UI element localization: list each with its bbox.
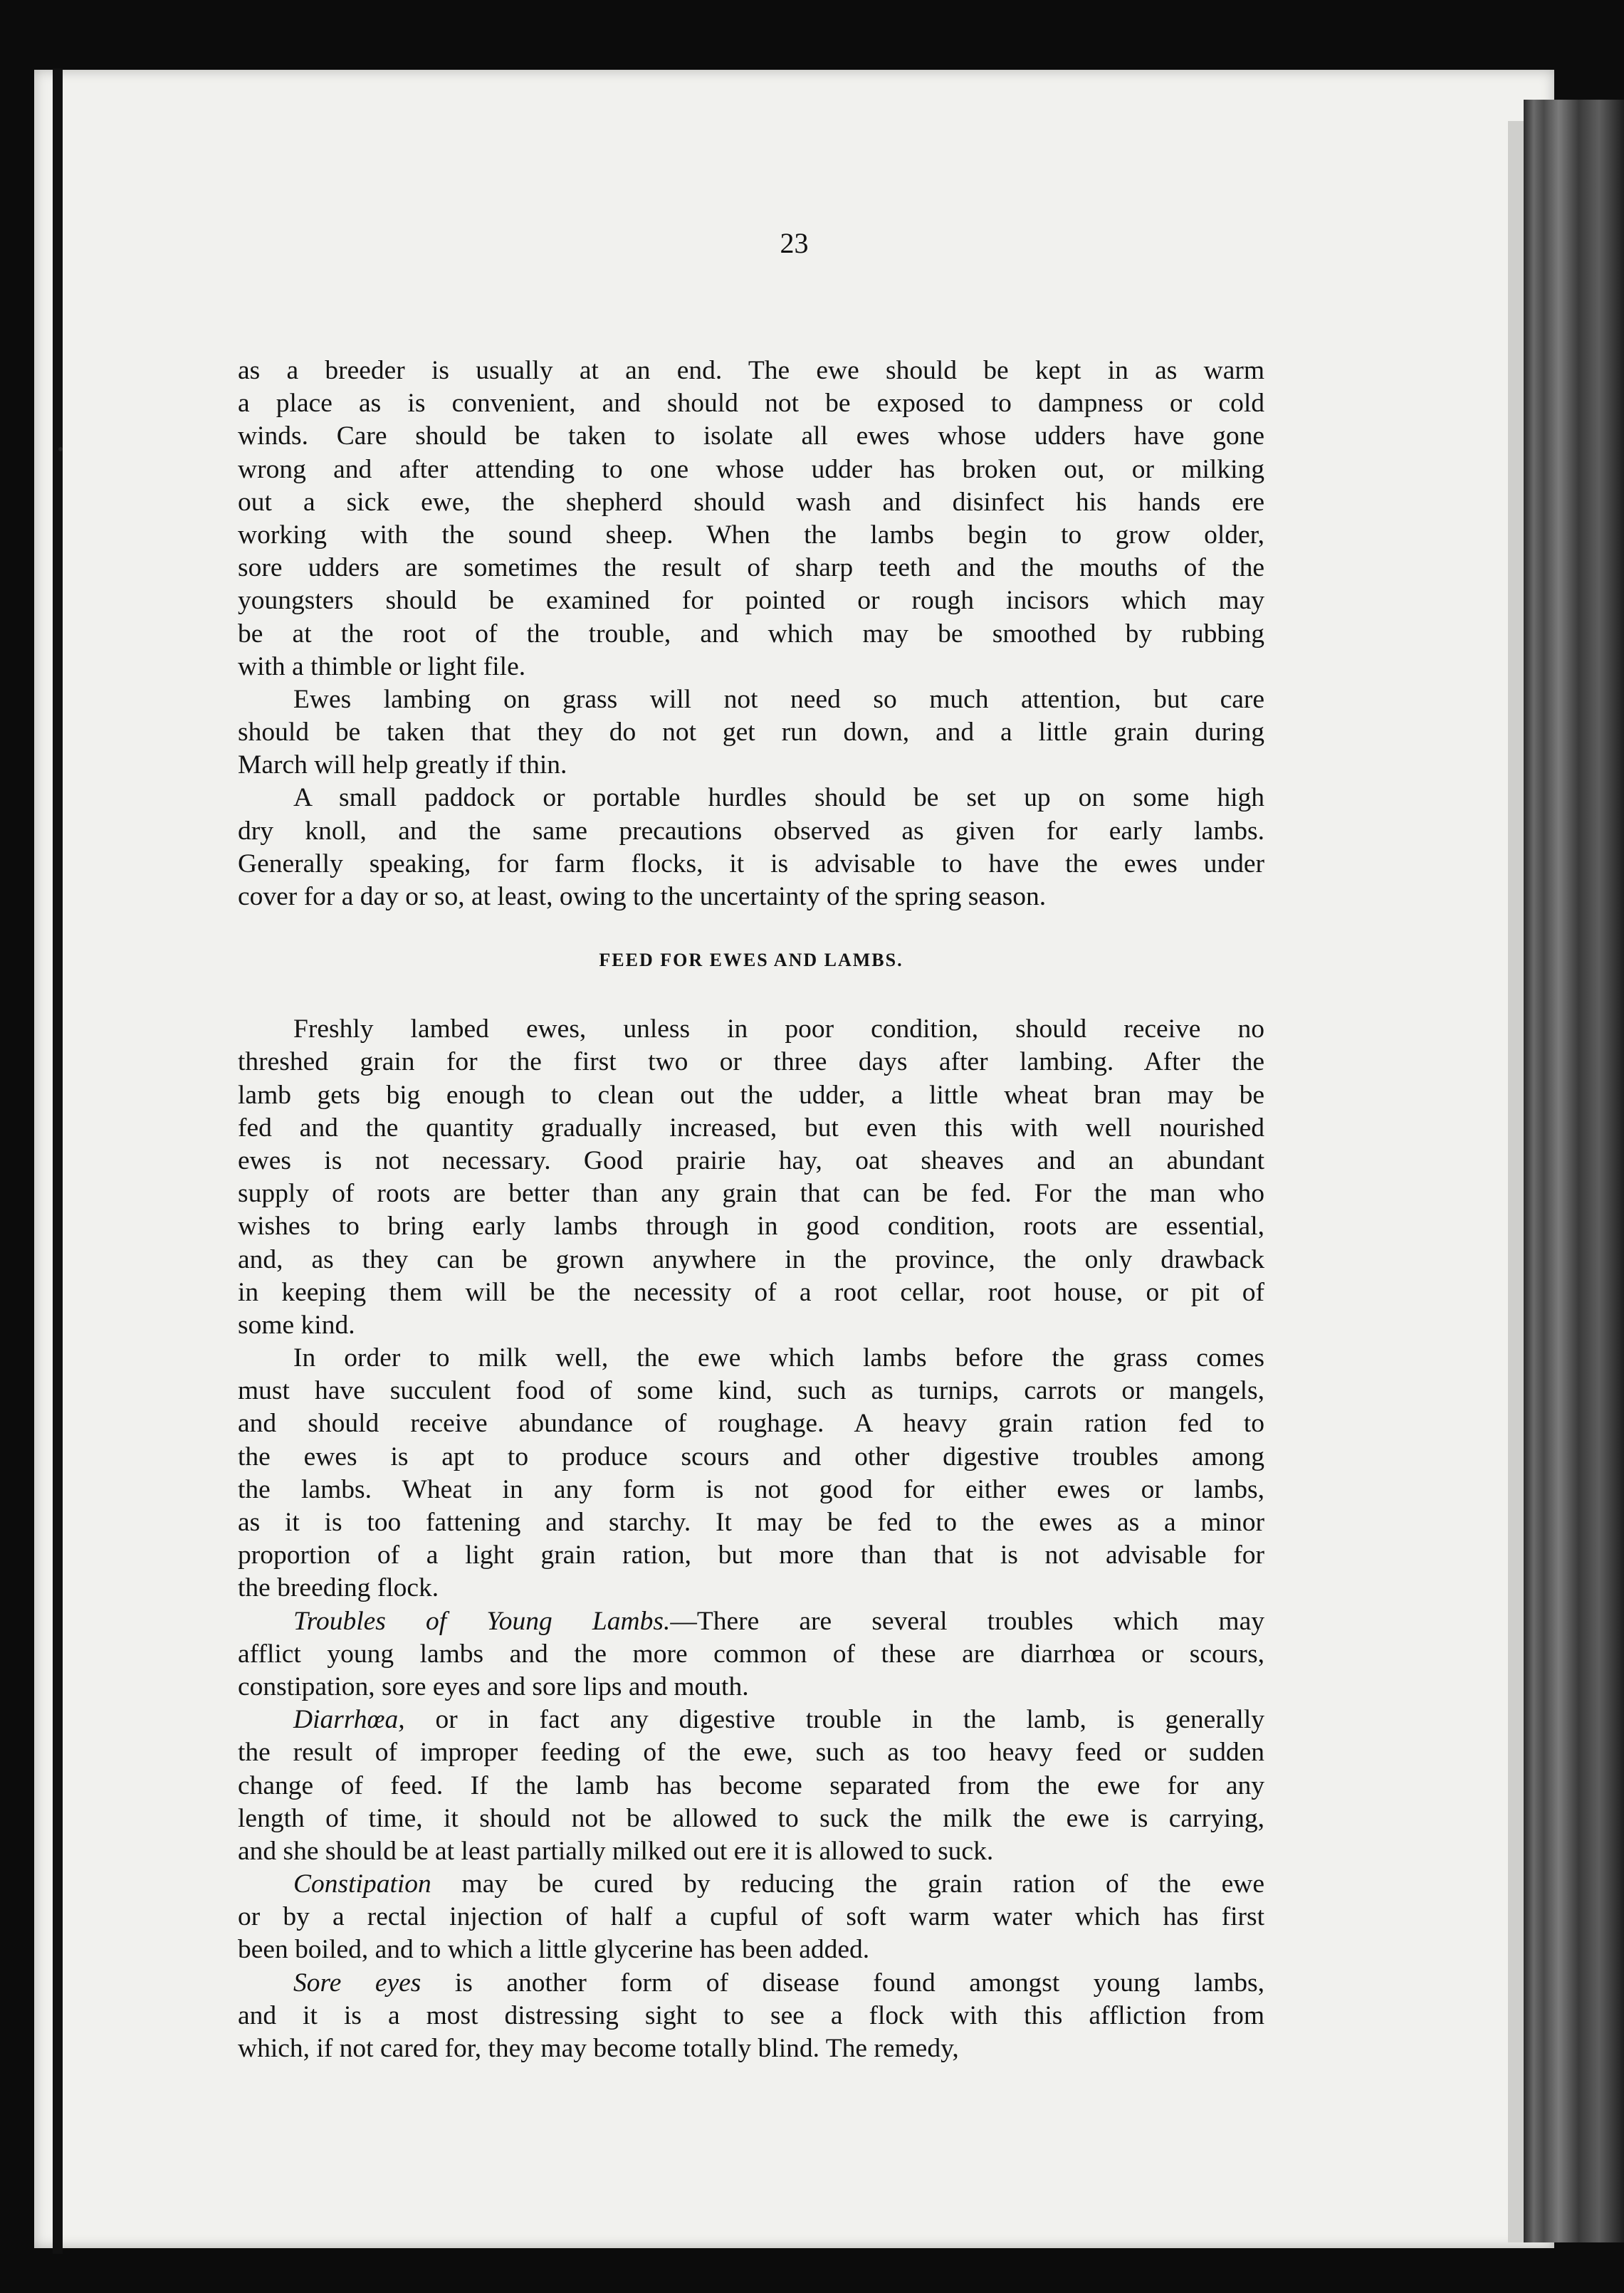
text-line: with a thimble or light file. bbox=[238, 651, 526, 681]
italic-run-in-heading: Troubles of Young Lambs. bbox=[293, 1606, 671, 1636]
text-line: should be taken that they do not get run down, and a little grain during bbox=[238, 718, 1264, 747]
text-line: Freshly lambed ewes, unless in poor condition, should receive no bbox=[293, 1014, 1264, 1044]
margin-mark bbox=[58, 447, 63, 451]
text-line: the breeding flock. bbox=[238, 1573, 439, 1603]
text-line: the lambs. Wheat in any form is not good for either ewes or lambs, bbox=[238, 1474, 1264, 1504]
text-line: afflict young lambs and the more common of these are diarrhœa or scours, bbox=[238, 1639, 1264, 1669]
text-line: dry knoll, and the same precautions observed as given for early lambs. bbox=[238, 816, 1264, 846]
body-text bbox=[238, 355, 1264, 2065]
text-line: be at the root of the trouble, and which may be smoothed by rubbing bbox=[238, 619, 1264, 649]
text-line: ewes is not necessary. Good prairie hay, oat sheaves and an abundant bbox=[238, 1145, 1264, 1175]
text-line: length of time, it should not be allowed to suck the milk the ewe is carrying, bbox=[238, 1803, 1264, 1833]
text-line: which, if not cared for, they may become totally blind. The remedy, bbox=[238, 2034, 959, 2063]
text-line: as it is too fattening and starchy. It may be fed to the ewes as a minor bbox=[238, 1508, 1264, 1537]
book-cover-edge bbox=[1524, 100, 1624, 2242]
italic-run-in-heading: Diarrhœa, bbox=[293, 1705, 405, 1735]
section-heading: FEED FOR EWES AND LAMBS. bbox=[599, 950, 903, 971]
text-line: constipation, sore eyes and sore lips and mouth. bbox=[238, 1672, 749, 1701]
text-line: in keeping them will be the necessity of a root cellar, root house, or pit of bbox=[238, 1277, 1264, 1307]
text-line bbox=[238, 1868, 1264, 1901]
text-line: out a sick ewe, the shepherd should wash and disinfect his hands ere bbox=[238, 487, 1264, 517]
text-line: youngsters should be examined for pointed or rough incisors which may bbox=[238, 586, 1264, 616]
text-line: as a breeder is usually at an end. The ewe should be kept in as warm bbox=[238, 356, 1264, 385]
text-line: must have succulent food of some kind, such as turnips, carrots or mangels, bbox=[238, 1376, 1264, 1406]
text-line: and, as they can be grown anywhere in the province, the only drawback bbox=[238, 1244, 1264, 1274]
text-line: Generally speaking, for farm flocks, it is advisable to have the ewes under bbox=[238, 849, 1264, 878]
text-line: fed and the quantity gradually increased, but even this with well nourished bbox=[238, 1113, 1264, 1143]
text-line: threshed grain for the first two or three days after lambing. After the bbox=[238, 1047, 1264, 1077]
text-line bbox=[238, 1967, 1264, 2000]
text-line: In order to milk well, the ewe which lambs before the grass comes bbox=[293, 1343, 1264, 1373]
text-line: wrong and after attending to one whose udder has broken out, or milking bbox=[238, 454, 1264, 484]
text-line: the result of improper feeding of the ewe, such as too heavy feed or sudden bbox=[238, 1738, 1264, 1768]
text-run: is another form of disease found amongst young lambs, bbox=[421, 1968, 1264, 1998]
text-line: some kind. bbox=[238, 1310, 355, 1340]
text-line: A small paddock or portable hurdles should be set up on some high bbox=[293, 783, 1264, 813]
book-page bbox=[34, 70, 1554, 2248]
text-line: lamb gets big enough to clean out the udder, a little wheat bran may be bbox=[238, 1080, 1264, 1110]
text-line: Ewes lambing on grass will not need so much attention, but care bbox=[293, 684, 1264, 714]
italic-run-in-heading: Sore eyes bbox=[293, 1968, 421, 1998]
text-line: sore udders are sometimes the result of sharp teeth and the mouths of the bbox=[238, 553, 1264, 583]
text-line bbox=[238, 1605, 1264, 1638]
text-line: and it is a most distressing sight to see a flock with this affliction from bbox=[238, 2000, 1264, 2030]
italic-run-in-heading: Constipation bbox=[293, 1869, 431, 1899]
text-line: working with the sound sheep. When the lambs begin to grow older, bbox=[238, 520, 1264, 550]
text-run: may be cured by reducing the grain ration of the ewe bbox=[431, 1869, 1264, 1899]
text-line: change of feed. If the lamb has become separated from the ewe for any bbox=[238, 1770, 1264, 1800]
text-line: March will help greatly if thin. bbox=[238, 750, 567, 780]
page-number: 23 bbox=[780, 227, 809, 259]
text-line: supply of roots are better than any grain that can be fed. For the man who bbox=[238, 1179, 1264, 1209]
text-line: or by a rectal injection of half a cupful of soft warm water which has first bbox=[238, 1902, 1264, 1932]
text-line: the ewes is apt to produce scours and other digestive troubles among bbox=[238, 1442, 1264, 1471]
text-line: cover for a day or so, at least, owing to the uncertainty of the spring season. bbox=[238, 882, 1047, 911]
page-binding-edge bbox=[53, 68, 63, 2254]
text-line: a place as is convenient, and should not be exposed to dampness or cold bbox=[238, 389, 1264, 419]
text-line: been boiled, and to which a little glycerine has been added. bbox=[238, 1935, 870, 1965]
text-line: wishes to bring early lambs through in good condition, roots are essential, bbox=[238, 1212, 1264, 1242]
text-run: —There are several troubles which may bbox=[670, 1606, 1264, 1636]
text-line: and she should be at least partially milked out ere it is allowed to suck. bbox=[238, 1836, 994, 1866]
text-run: or in fact any digestive trouble in the lamb, is generally bbox=[404, 1705, 1264, 1735]
text-line bbox=[238, 1704, 1264, 1736]
text-line: winds. Care should be taken to isolate all ewes whose udders have gone bbox=[238, 421, 1264, 451]
text-line: proportion of a light grain ration, but more than that is not advisable for bbox=[238, 1541, 1264, 1570]
text-line: and should receive abundance of roughage. A heavy grain ration fed to bbox=[238, 1409, 1264, 1439]
